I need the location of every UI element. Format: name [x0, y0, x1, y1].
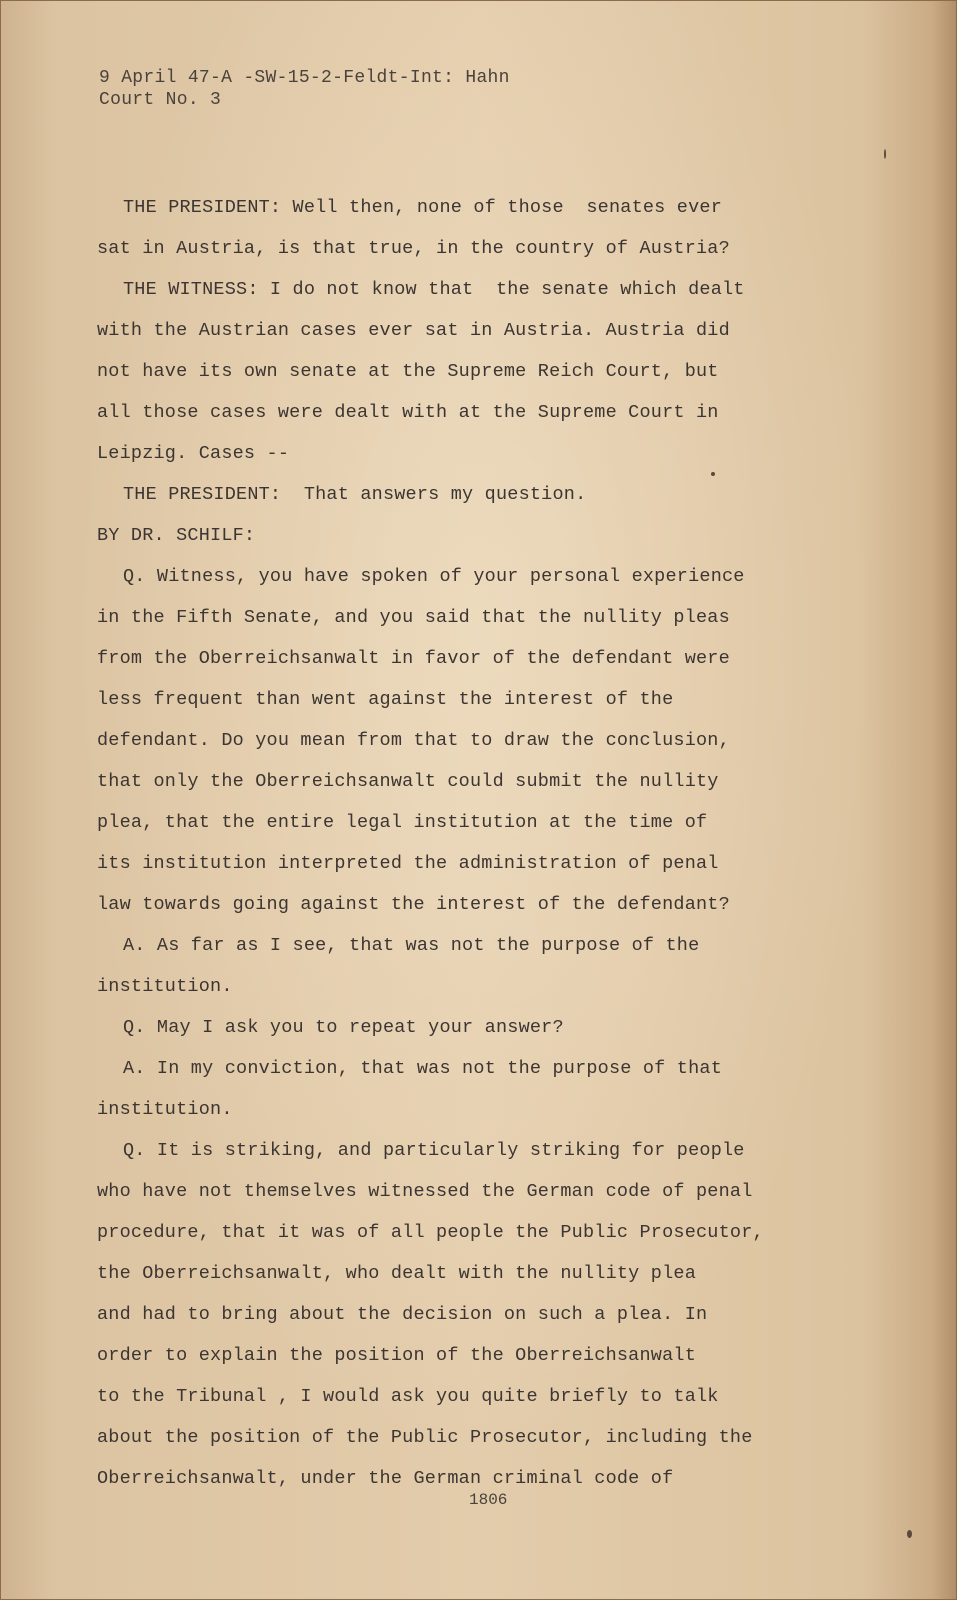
transcript-line: sat in Austria, is that true, in the country of Austria? — [97, 238, 730, 259]
transcript-line: law towards going against the interest of the defendant? — [97, 894, 730, 915]
paper-speck — [884, 149, 886, 159]
transcript-line: Q. May I ask you to repeat your answer? — [123, 1017, 564, 1038]
transcript-line: Leipzig. Cases -- — [97, 443, 290, 464]
transcript-line: not have its own senate at the Supreme Reich Court, but — [97, 361, 719, 382]
paper-speck — [711, 472, 715, 476]
transcript-line: and had to bring about the decision on such a plea. In — [97, 1304, 708, 1325]
transcript-line: THE PRESIDENT: Well then, none of those senates ever — [123, 197, 722, 218]
transcript-line: about the position of the Public Prosecutor, including the — [97, 1427, 753, 1448]
transcript-line: who have not themselves witnessed the German code of penal — [97, 1181, 753, 1202]
transcript-line: Q. Witness, you have spoken of your personal experience — [123, 566, 745, 587]
transcript-line: THE PRESIDENT: That answers my question. — [123, 484, 587, 505]
transcript-line: from the Oberreichsanwalt in favor of the defendant were — [97, 648, 730, 669]
transcript-line: plea, that the entire legal institution at the time of — [97, 812, 708, 833]
transcript-line: with the Austrian cases ever sat in Austria. Austria did — [97, 320, 730, 341]
document-header — [99, 67, 510, 111]
transcript-line: in the Fifth Senate, and you said that the nullity pleas — [97, 607, 730, 628]
page-number: 1806 — [469, 1491, 508, 1509]
transcript-line: less frequent than went against the interest of the — [97, 689, 674, 710]
transcript-line: that only the Oberreichsanwalt could submit the nullity — [97, 771, 719, 792]
transcript-line: institution. — [97, 1099, 233, 1120]
transcript-line: institution. — [97, 976, 233, 997]
header-reference-line: 9 April 47-A -SW-15-2-Feldt-Int: Hahn — [99, 68, 510, 88]
transcript-line: the Oberreichsanwalt, who dealt with the nullity plea — [97, 1263, 696, 1284]
transcript-line: all those cases were dealt with at the Supreme Court in — [97, 402, 719, 423]
transcript-line: procedure, that it was of all people the Public Prosecutor, — [97, 1222, 764, 1243]
transcript-line: A. In my conviction, that was not the purpose of that — [123, 1058, 722, 1079]
transcript-line: order to explain the position of the Oberreichsanwalt — [97, 1345, 696, 1366]
transcript-line: its institution interpreted the administration of penal — [97, 853, 719, 874]
transcript-line: Q. It is striking, and particularly striking for people — [123, 1140, 745, 1161]
header-court-line: Court No. 3 — [99, 90, 222, 110]
transcript-line: BY DR. SCHILF: — [97, 525, 256, 546]
paper-speck — [907, 1530, 912, 1538]
transcript-line: THE WITNESS: I do not know that the senate which dealt — [123, 279, 745, 300]
transcript-line: Oberreichsanwalt, under the German criminal code of — [97, 1468, 674, 1489]
transcript-line: defendant. Do you mean from that to draw the conclusion, — [97, 730, 730, 751]
transcript-line: A. As far as I see, that was not the purpose of the — [123, 935, 700, 956]
transcript-line: to the Tribunal , I would ask you quite briefly to talk — [97, 1386, 719, 1407]
transcript-body — [97, 187, 837, 1499]
